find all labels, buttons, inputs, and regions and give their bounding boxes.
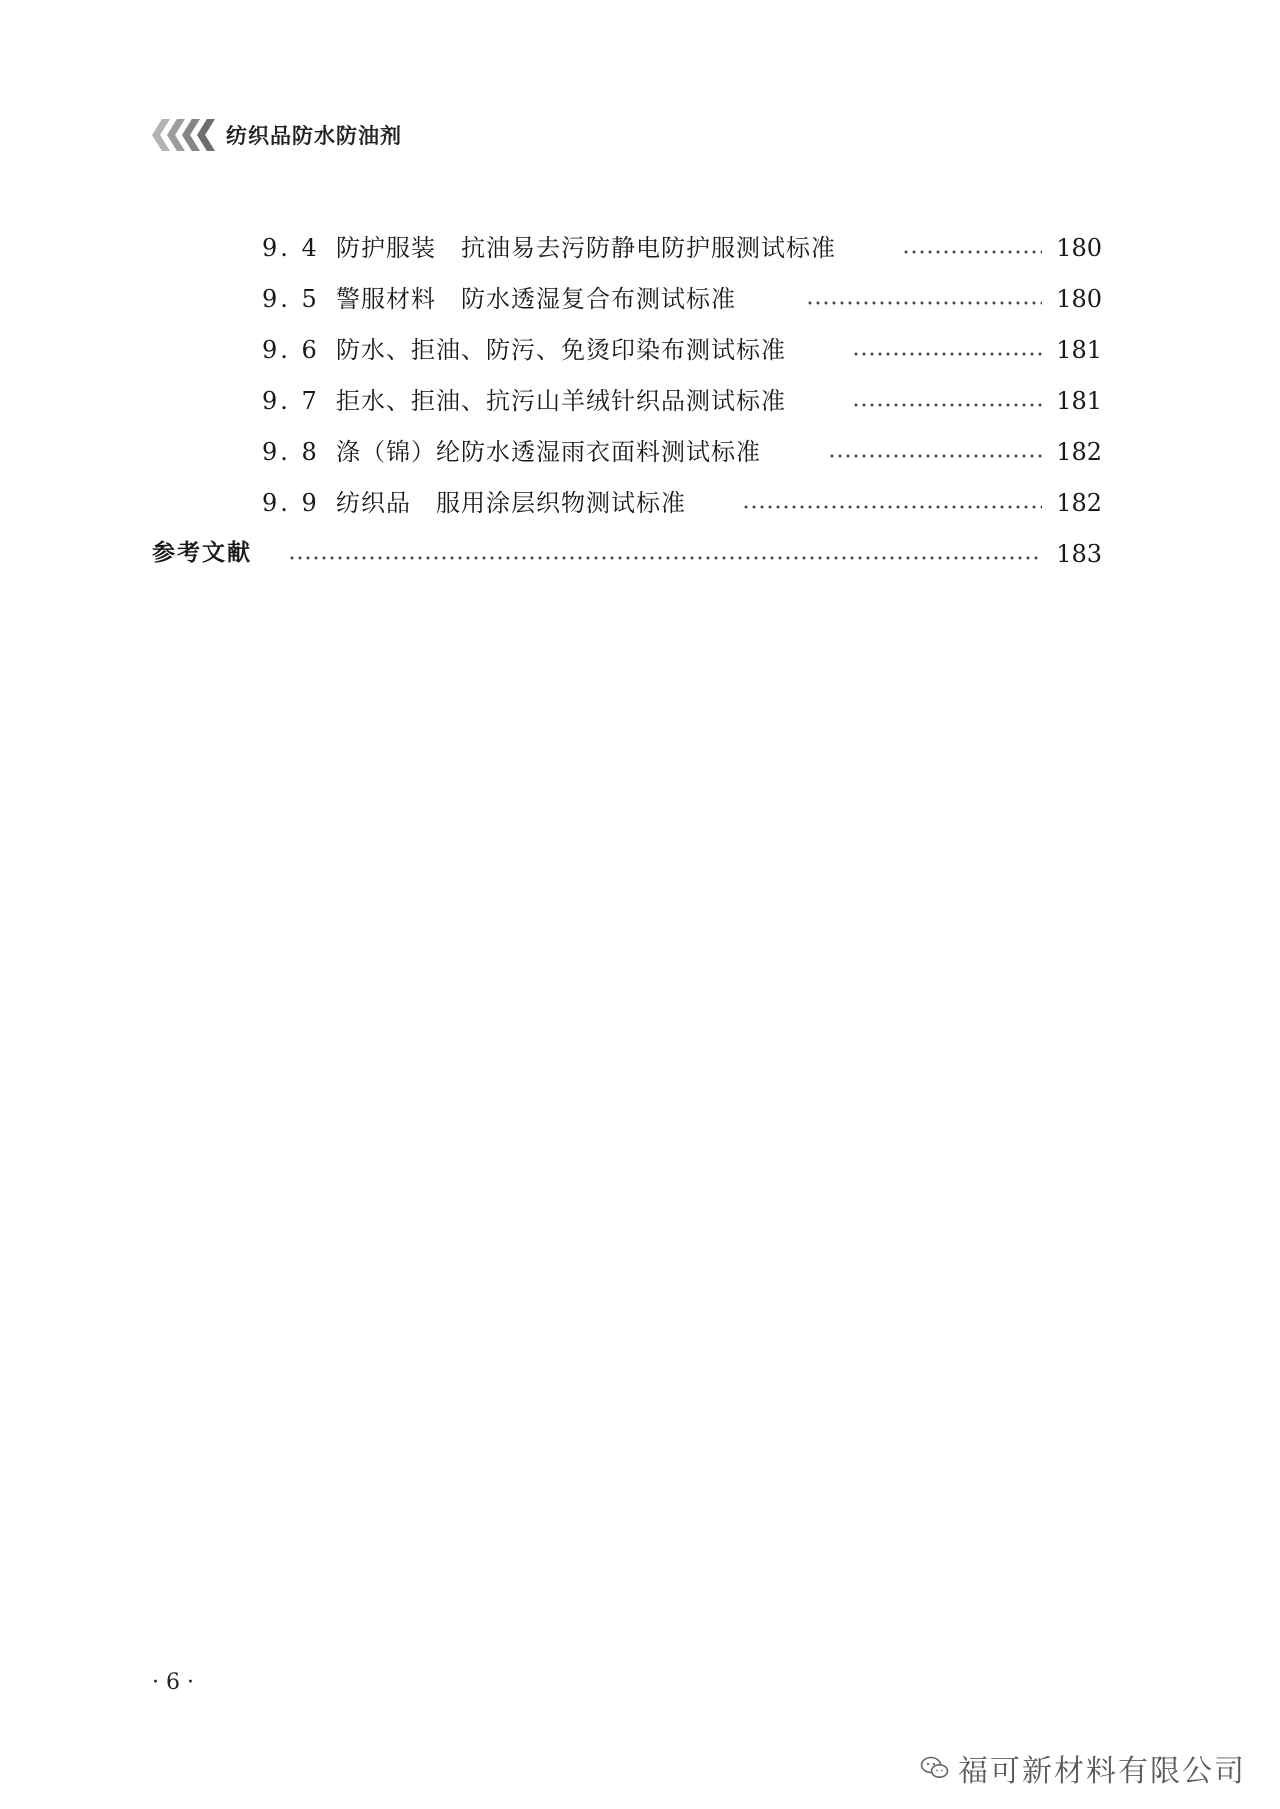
wechat-icon [920, 1755, 950, 1781]
page-number: · 6 · [152, 1670, 194, 1695]
toc-entry-page: 182 [1056, 488, 1102, 517]
toc-entry-page: 182 [1056, 437, 1102, 466]
running-header [152, 118, 402, 152]
toc-entry-number: 9. 7 [262, 386, 320, 415]
toc-entry-number: 9. 4 [262, 233, 320, 262]
toc-entry-title: 防水、拒油、防污、免烫印染布测试标准 [336, 335, 786, 364]
toc-entry-title: 防护服装 抗油易去污防静电防护服测试标准 [336, 233, 836, 262]
leader-dots [902, 249, 1042, 255]
toc-entry-title: 参考文献 [152, 540, 252, 566]
toc-entry-references[interactable] [152, 528, 1102, 579]
toc-entry-number: 9. 8 [262, 437, 320, 466]
watermark [920, 1746, 1246, 1790]
leader-dots [852, 351, 1042, 357]
leader-dots [828, 453, 1042, 459]
table-of-contents [152, 222, 1102, 579]
toc-entry-page: 183 [1056, 539, 1102, 568]
toc-entry-page: 180 [1056, 233, 1102, 262]
toc-entry-title: 纺织品 服用涂层织物测试标准 [336, 488, 686, 517]
leader-dots [806, 300, 1042, 306]
toc-entry-number: 9. 6 [262, 335, 320, 364]
toc-entry[interactable] [152, 273, 1102, 324]
toc-entry-title: 拒水、拒油、抗污山羊绒针织品测试标准 [336, 386, 786, 415]
chevron-stack-icon [152, 119, 212, 151]
toc-entry-title: 警服材料 防水透湿复合布测试标准 [336, 284, 736, 313]
toc-entry-title: 涤（锦）纶防水透湿雨衣面料测试标准 [336, 437, 761, 466]
watermark-text: 福可新材料有限公司 [958, 1754, 1246, 1789]
toc-entry-number: 9. 9 [262, 488, 320, 517]
toc-entry-page: 181 [1056, 335, 1102, 364]
toc-entry[interactable] [152, 375, 1102, 426]
leader-dots [852, 402, 1042, 408]
leader-dots [288, 555, 1042, 561]
toc-entry-page: 181 [1056, 386, 1102, 415]
toc-entry[interactable] [152, 477, 1102, 528]
book-title: 纺织品防水防油剂 [226, 124, 402, 148]
toc-entry-number: 9. 5 [262, 284, 320, 313]
leader-dots [742, 504, 1042, 510]
toc-entry[interactable] [152, 426, 1102, 477]
toc-entry[interactable] [152, 324, 1102, 375]
toc-entry[interactable] [152, 222, 1102, 273]
toc-entry-page: 180 [1056, 284, 1102, 313]
